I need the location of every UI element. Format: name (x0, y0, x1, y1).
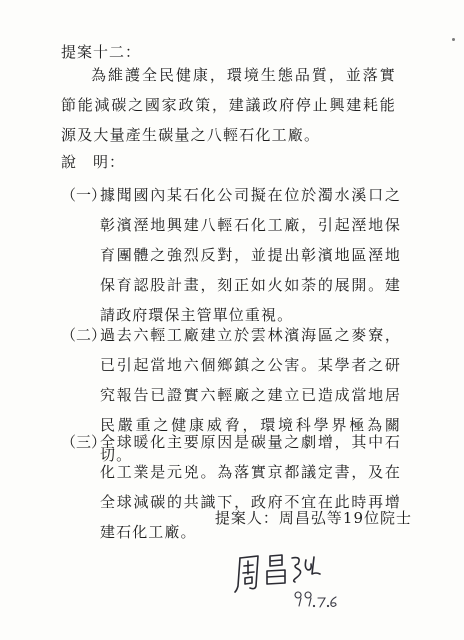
explanation-item-1 (61, 180, 401, 330)
proposal-main-text: 為維護全民健康，環境生態品質，並落實節能減碳之國家政策，建議政府停止興建耗能源及大量產生碳量之八輕石化工廠。 (61, 66, 396, 144)
item-number: （二） (61, 326, 107, 344)
item-text: 據聞國內某石化公司擬在位於濁水溪口之彰濱溼地興建八輕石化工廠，引起溼地保育團體之強烈反對，並提出彰濱地區溼地保育認股計畫，刻正如火如荼的展開。建請政府環保主管單位重視。 (100, 186, 401, 324)
item-text: 全球暖化主要原因是碳量之劇增，其中石化工業是元兇。為落實京都議定書，及在全球減碳的共識下，政府不宜在此時再增建石化工廠。 (100, 433, 401, 541)
explanation-label: 說 明： (61, 153, 126, 171)
scan-speck (452, 38, 455, 41)
explanation-item-3 (61, 427, 401, 547)
proposal-heading: 提案十二： (61, 43, 142, 61)
item-text: 過去六輕工廠建立於雲林濱海區之麥寮，已引起當地六個鄉鎮之公害。某學者之研究報告已證實六輕廠之建立已造成當地居民嚴重之健康威脅，環境科學界極為關切。 (100, 326, 401, 464)
item-number: （一） (61, 186, 107, 204)
item-number: （三） (61, 433, 107, 451)
handwritten-signature (232, 548, 362, 612)
proposer-line: 提案人：周昌弘等19位院士 (214, 509, 412, 527)
